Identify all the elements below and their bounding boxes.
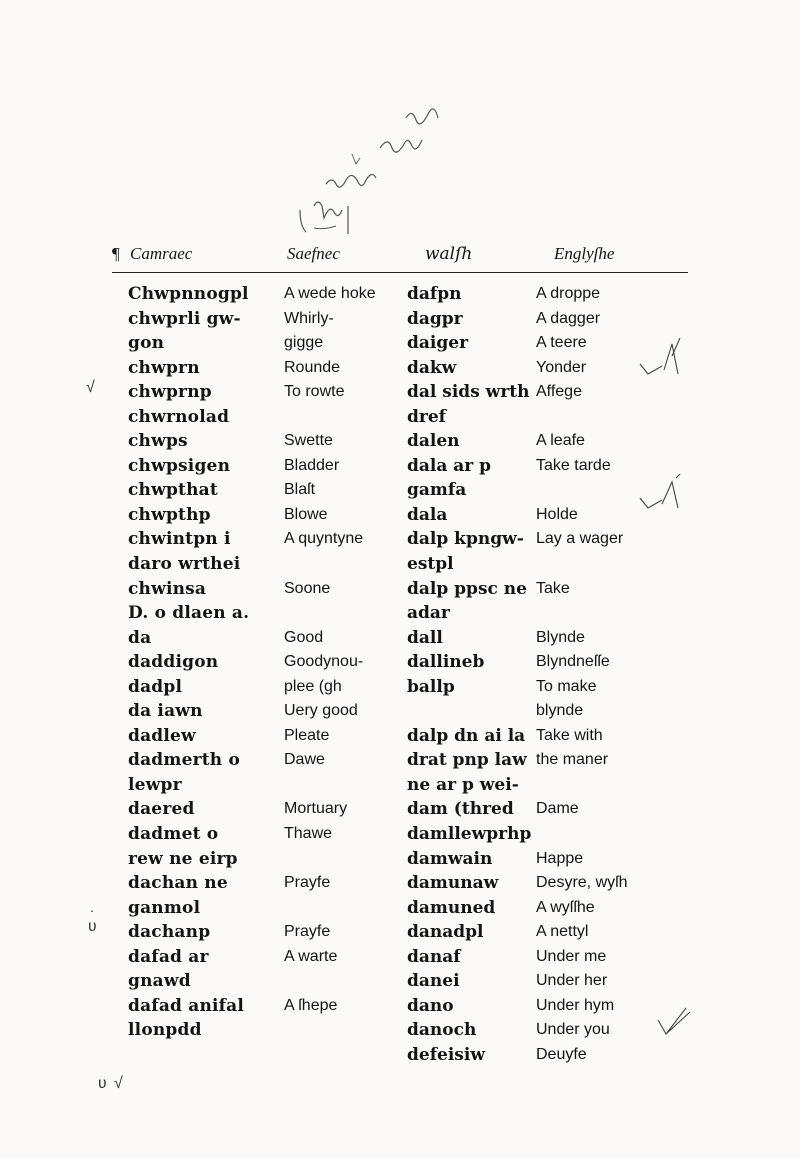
english-term: A teere: [536, 334, 587, 352]
handwritten-scribble: [230, 88, 480, 248]
welsh-term: ganmol: [128, 897, 201, 918]
welsh-term: chwpthat: [128, 480, 218, 501]
list-row: [0, 552, 800, 577]
list-row: [0, 871, 800, 896]
welsh-term-alt: dagpr: [407, 308, 463, 329]
header-rule: [112, 272, 688, 273]
welsh-term-alt: danaf: [407, 946, 461, 967]
saxon-term: gigge: [284, 334, 324, 352]
english-term: Happe: [536, 849, 584, 867]
welsh-term: dadpl: [128, 676, 183, 697]
list-row: [0, 724, 800, 749]
english-term: blynde: [536, 702, 584, 720]
welsh-term: chwinsa: [128, 578, 207, 599]
welsh-term-alt: damuned: [407, 897, 496, 918]
english-term: Under her: [536, 972, 608, 990]
list-row: [0, 380, 800, 405]
saxon-term: A ſhepe: [284, 996, 338, 1014]
welsh-term: dafad ar: [128, 946, 209, 967]
english-term: Affege: [536, 383, 582, 401]
margin-tick-mark: [636, 474, 686, 514]
english-term: Take tarde: [536, 456, 611, 474]
english-term: Holde: [536, 505, 578, 523]
english-term: Take with: [536, 726, 603, 744]
welsh-term: chwrnolad: [128, 406, 230, 427]
welsh-term-alt: dal sids wrth: [407, 382, 530, 403]
saxon-term: Mortuary: [284, 800, 348, 818]
saxon-term: Bladder: [284, 456, 340, 474]
english-term: A droppe: [536, 285, 601, 302]
list-row: [0, 969, 800, 994]
list-row: [0, 429, 800, 454]
english-term: A dagger: [536, 309, 601, 327]
english-term: A leafe: [536, 432, 585, 450]
welsh-term: lewpr: [128, 774, 182, 795]
saxon-term: Blaſt: [284, 481, 316, 499]
list-row: [0, 601, 800, 626]
list-row: [0, 675, 800, 700]
welsh-term: chwprn: [128, 357, 200, 378]
english-term: Lay a wager: [536, 530, 624, 548]
welsh-term: Chwpnnogpl: [128, 284, 249, 304]
welsh-term: daddigon: [128, 652, 219, 673]
welsh-term-alt: ballp: [407, 676, 455, 697]
list-row: [0, 699, 800, 724]
english-term: Under me: [536, 947, 607, 965]
welsh-term: chwprli gw-: [128, 308, 241, 329]
list-row: [0, 650, 800, 675]
saxon-term: Rounde: [284, 358, 341, 376]
welsh-term-alt: dala ar p: [407, 455, 492, 476]
list-row: [0, 822, 800, 847]
welsh-term: llonpdd: [128, 1020, 202, 1041]
welsh-term-alt: dalp dn ai la: [407, 725, 526, 746]
welsh-term: daro wrthei: [128, 554, 241, 575]
header-camraec: Camraec: [130, 244, 193, 263]
english-term: Yonder: [536, 358, 587, 376]
list-row: [0, 945, 800, 970]
column-header: [0, 244, 800, 274]
welsh-term: chwpthp: [128, 504, 211, 525]
english-term: Under hym: [536, 996, 615, 1014]
welsh-term-alt: dref: [407, 406, 446, 427]
list-row: [0, 896, 800, 921]
saxon-term: Whirly-: [284, 309, 334, 327]
welsh-term: chwpsigen: [128, 455, 231, 476]
header-walsh: walſh: [425, 244, 473, 264]
margin-tick-mark: [652, 1000, 702, 1040]
welsh-term: rew ne eirp: [128, 848, 238, 869]
welsh-term-alt: damllewprhp: [407, 824, 532, 845]
welsh-term-alt: drat pnp law: [407, 750, 527, 771]
english-term: Blyndneſſe: [536, 653, 610, 671]
saxon-term: Blowe: [284, 505, 328, 523]
welsh-term: dachanp: [128, 922, 211, 943]
welsh-term: daered: [128, 799, 195, 820]
list-row: [0, 307, 800, 332]
english-term: A nettyl: [536, 923, 589, 941]
welsh-term-alt: adar: [407, 603, 450, 624]
header-englyshe: Englyſhe: [554, 244, 615, 263]
saxon-term: Soone: [284, 579, 331, 597]
margin-check-mark: √: [114, 1075, 123, 1092]
saxon-term: Prayfe: [284, 923, 331, 941]
welsh-term: dadlew: [128, 725, 196, 746]
saxon-term: Pleate: [284, 726, 330, 744]
welsh-term: da: [128, 627, 152, 648]
vocabulary-list: [0, 282, 800, 1068]
saxon-term: Goodynou-: [284, 653, 364, 671]
list-row: [0, 282, 800, 307]
welsh-term-alt: defeisiw: [407, 1044, 485, 1065]
welsh-term: chwps: [128, 431, 188, 452]
english-term: Take: [536, 579, 570, 597]
english-term: the maner: [536, 751, 609, 769]
welsh-term-alt: dafpn: [407, 284, 462, 304]
english-term: Blynde: [536, 628, 585, 646]
welsh-term-alt: dam (thred: [407, 799, 514, 820]
margin-tick-mark: [636, 336, 686, 382]
welsh-term-alt: danoch: [407, 1020, 477, 1041]
list-row: [0, 1043, 800, 1068]
welsh-term-alt: danei: [407, 971, 460, 992]
list-row: [0, 527, 800, 552]
saxon-term: A quyntyne: [284, 530, 364, 548]
list-row: [0, 577, 800, 602]
pilcrow: ¶: [112, 244, 120, 263]
welsh-term-alt: daiger: [407, 333, 469, 354]
welsh-term-alt: gamfa: [407, 480, 467, 501]
english-term: A wyſſhe: [536, 898, 595, 916]
saxon-term: A warte: [284, 947, 338, 965]
header-saefnec: Saefnec: [287, 244, 340, 263]
english-term: To make: [536, 677, 597, 695]
welsh-term-alt: estpl: [407, 554, 454, 575]
margin-check-mark: ʋ: [88, 918, 97, 935]
welsh-term-alt: ne ar p wei-: [407, 774, 519, 795]
saxon-term: Prayfe: [284, 874, 331, 892]
welsh-term-alt: dalen: [407, 431, 460, 452]
list-row: [0, 748, 800, 773]
saxon-term: A wede hoke: [284, 285, 376, 302]
saxon-term: plee (gh: [284, 677, 342, 695]
saxon-term: Uery good: [284, 702, 358, 720]
welsh-term-alt: dallineb: [407, 652, 485, 673]
welsh-term: dadmet o: [128, 824, 219, 845]
margin-check-mark: ʋ: [98, 1075, 107, 1092]
welsh-term: gon: [128, 333, 165, 354]
english-term: Deuyfe: [536, 1045, 587, 1063]
welsh-term-alt: dall: [407, 627, 443, 648]
margin-check-mark: √: [86, 379, 95, 396]
welsh-term-alt: damwain: [407, 848, 493, 869]
welsh-term-alt: damunaw: [407, 873, 499, 894]
margin-caret-mark: ˰: [90, 899, 94, 913]
welsh-term-alt: dano: [407, 995, 454, 1016]
welsh-term: chwintpn i: [128, 529, 231, 550]
english-term: Dame: [536, 800, 579, 818]
welsh-term-alt: dalp ppsc ne: [407, 578, 527, 599]
list-row: [0, 405, 800, 430]
welsh-term-alt: dalp kpngw-: [407, 529, 524, 550]
saxon-term: To rowte: [284, 383, 345, 401]
list-row: [0, 797, 800, 822]
welsh-term: gnawd: [128, 971, 191, 992]
welsh-term: da iawn: [128, 701, 203, 722]
saxon-term: Good: [284, 628, 324, 646]
saxon-term: Swette: [284, 432, 333, 450]
saxon-term: Dawe: [284, 751, 325, 769]
welsh-term: chwprnp: [128, 382, 212, 403]
list-row: [0, 847, 800, 872]
welsh-term: D. o dlaen a.: [128, 603, 250, 624]
list-row: [0, 626, 800, 651]
welsh-term: dafad anifal: [128, 995, 245, 1016]
welsh-term-alt: dakw: [407, 357, 457, 378]
welsh-term-alt: dala: [407, 504, 448, 525]
list-row: [0, 773, 800, 798]
welsh-term-alt: danadpl: [407, 922, 484, 943]
list-row: [0, 920, 800, 945]
welsh-term: dadmerth o: [128, 750, 241, 771]
english-term: Desyre, wyſh: [536, 874, 628, 892]
saxon-term: Thawe: [284, 825, 333, 843]
welsh-term: dachan ne: [128, 873, 228, 894]
english-term: Under you: [536, 1021, 610, 1039]
